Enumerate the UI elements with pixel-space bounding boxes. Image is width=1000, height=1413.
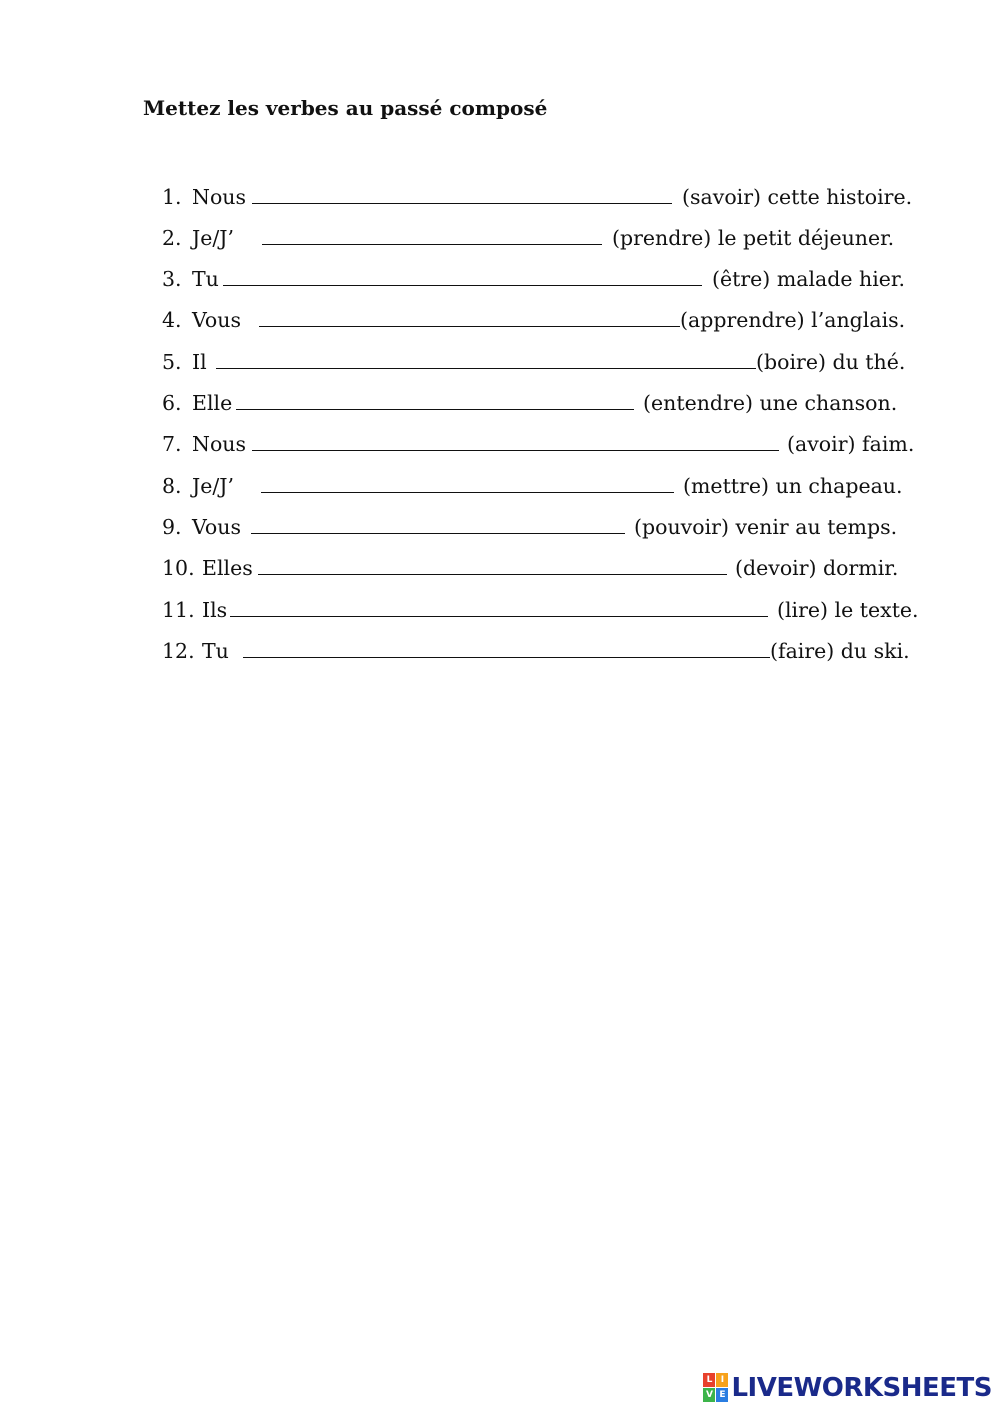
- answer-blank[interactable]: [251, 533, 625, 534]
- logo-mark-tile: E: [716, 1388, 728, 1402]
- exercise-hint: (entendre) une chanson.: [643, 391, 898, 415]
- answer-blank[interactable]: [236, 409, 634, 410]
- exercise-number: 11.: [162, 598, 195, 622]
- exercise-list: [0, 0, 1000, 700]
- exercise-subject: Vous: [192, 308, 241, 332]
- exercise-hint: (prendre) le petit déjeuner.: [612, 226, 895, 250]
- exercise-hint: (faire) du ski.: [770, 639, 910, 663]
- exercise-hint: (savoir) cette histoire.: [682, 185, 913, 209]
- exercise-number: 7.: [162, 432, 182, 456]
- exercise-number: 8.: [162, 474, 182, 498]
- answer-blank[interactable]: [258, 574, 727, 575]
- logo-text: LIVEWORKSHEETS: [731, 1373, 992, 1403]
- exercise-number: 12.: [162, 639, 195, 663]
- logo-mark-icon: [703, 1373, 729, 1403]
- answer-blank[interactable]: [223, 285, 702, 286]
- exercise-subject: Elle: [192, 391, 233, 415]
- exercise-number: 3.: [162, 267, 182, 291]
- exercise-subject: Tu: [192, 267, 219, 291]
- exercise-hint: (être) malade hier.: [712, 267, 905, 291]
- exercise-subject: Je/J’: [192, 474, 234, 498]
- exercise-hint: (devoir) dormir.: [735, 556, 899, 580]
- exercise-subject: Je/J’: [192, 226, 234, 250]
- answer-blank[interactable]: [252, 450, 779, 451]
- exercise-subject: Nous: [192, 185, 247, 209]
- exercise-subject: Ils: [202, 598, 228, 622]
- exercise-subject: Vous: [192, 515, 241, 539]
- exercise-number: 9.: [162, 515, 182, 539]
- answer-blank[interactable]: [243, 657, 770, 658]
- exercise-hint: (mettre) un chapeau.: [683, 474, 903, 498]
- exercise-number: 4.: [162, 308, 182, 332]
- exercise-number: 10.: [162, 556, 195, 580]
- exercise-number: 5.: [162, 350, 182, 374]
- logo-mark-tile: V: [703, 1388, 715, 1402]
- answer-blank[interactable]: [259, 326, 680, 327]
- logo-mark-tile: I: [716, 1373, 728, 1387]
- exercise-subject: Elles: [202, 556, 253, 580]
- exercise-number: 1.: [162, 185, 182, 209]
- exercise-hint: (lire) le texte.: [777, 598, 919, 622]
- answer-blank[interactable]: [261, 492, 674, 493]
- exercise-number: 2.: [162, 226, 182, 250]
- exercise-subject: Nous: [192, 432, 247, 456]
- exercise-hint: (apprendre) l’anglais.: [680, 308, 906, 332]
- exercise-hint: (avoir) faim.: [787, 432, 915, 456]
- exercise-subject: Tu: [202, 639, 229, 663]
- answer-blank[interactable]: [262, 244, 602, 245]
- exercise-hint: (pouvoir) venir au temps.: [634, 515, 898, 539]
- logo-mark-tile: L: [703, 1373, 715, 1387]
- exercise-hint: (boire) du thé.: [756, 350, 906, 374]
- answer-blank[interactable]: [216, 368, 756, 369]
- worksheet-title: Mettez les verbes au passé composé: [143, 96, 548, 120]
- answer-blank[interactable]: [252, 203, 672, 204]
- answer-blank[interactable]: [230, 616, 768, 617]
- exercise-number: 6.: [162, 391, 182, 415]
- exercise-subject: Il: [192, 350, 207, 374]
- liveworksheets-logo: [703, 1371, 992, 1405]
